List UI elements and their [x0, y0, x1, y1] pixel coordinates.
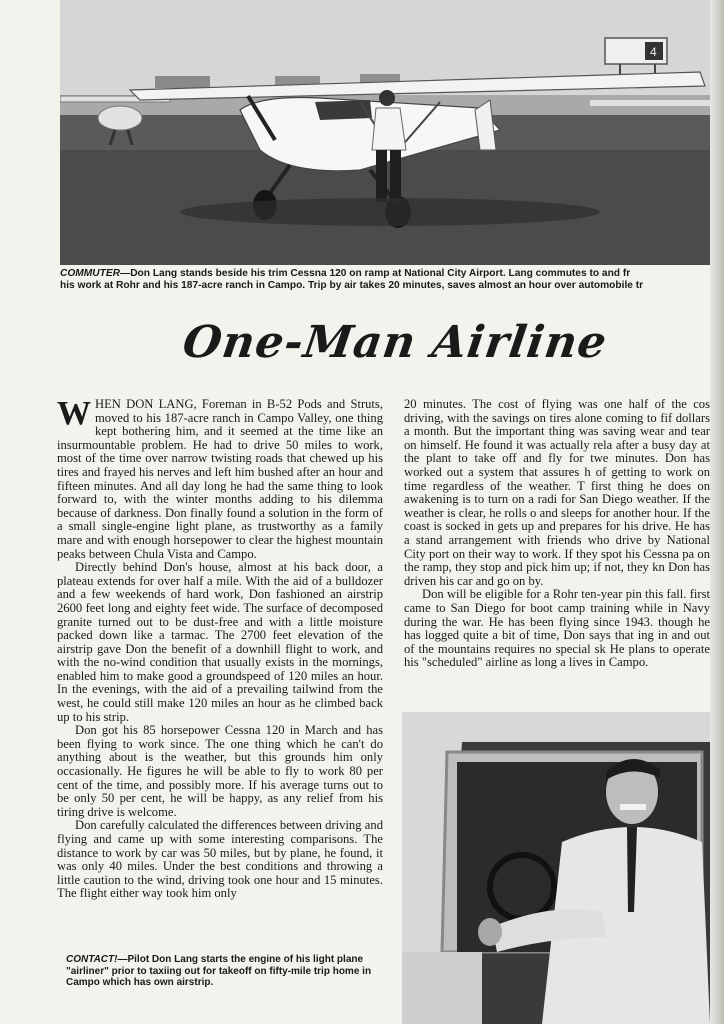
top-photo-caption: [60, 268, 708, 292]
caption-line-2: his work at Rohr and his 187-acre ranch in Campo. Trip by air takes 20 minutes, saves almost an hour over automobile tr: [60, 280, 644, 291]
photo-cessna-illustration: [60, 0, 710, 265]
caption-lead: CONTACT!: [66, 954, 118, 965]
drop-cap: W: [57, 395, 91, 432]
article-paragraph: Don carefully calculated the differences between driving and flying and came up with some interesting comparisons. The distance to work by car was 50 miles, but by plane, he found, it was only 40 miles. Under the best conditions and throwing a little caution to the wind, driving took one hour and 15 minutes. The flight either way took him only: [57, 818, 383, 901]
article-paragraph: Don will be eligible for a Rohr ten-year pin this fall. first came to San Diego for boot camp training while in Navy during the war. He has been flying since 1943. though he has logged quite a bit of time, Don says that ing in and out of the mountains requires no special sk He plans to operate his "scheduled" airline as long a lives in Campo.: [404, 587, 710, 670]
article-paragraph: Directly behind Don's house, almost at his back door, a plateau extends for over half a mile. With the aid of a bulldozer and a few weekends of hard work, Don fashioned an airstrip 2600 feet long and eighty feet wide. The surface of decomposed granite turned out to be dust-free and with a little moisture packed down like a tarmac. The 2700 feet elevation of the airstrip gave Don the benefit of a downhill flight to work, and with the no-wind condition that usually exists in the mornings, enabled him to make good a groundspeed of 120 miles an hour. In the evenings, with the aid of a prevailing tailwind from the west, he could still make 120 miles an hour as he climbed back up to his strip.: [57, 560, 383, 724]
billboard-text: 4: [650, 45, 657, 59]
caption-text: —Pilot Don Lang starts the engine of his light plane "airliner" prior to taxiing out for takeoff on fifty-mile trip home in Campo which has own airstrip.: [66, 954, 372, 988]
article-title: One-Man Airline: [179, 317, 611, 368]
photo-pilot-in-cockpit: [402, 712, 710, 1024]
article-column-left: [57, 395, 383, 901]
caption-text: —Don Lang stands beside his trim Cessna 120 on ramp at National City Airport. Lang commutes to and fr: [120, 268, 631, 279]
photo-cessna-on-ramp: [60, 0, 710, 265]
article-paragraph: 20 minutes. The cost of flying was one half of the cos driving, with the savings on tires alone coming to fif dollars a month. But the important thing was saving wear and tear on himself. He found it was actually rela after a busy day at the plant to take off and fly for twe minutes. Don has worked out a system that assures h of getting to work on time regardless of the weather. T first thing he does on awakening is to turn on a radi for San Diego weather. If the weather is clear, he rolls o and sleeps for another hour. If the coast is socked in gets up and prepares for his drive. He has a stand arrangement with friends who drive by National City port on their way to work. If they spot his Cessna pa on the ramp, they stop and pick him up; if not, they kn Don has driven his car and go on by.: [404, 398, 710, 588]
article-paragraph: Don got his 85 horsepower Cessna 120 in March and has been flying to work since. The one thing which he can't do anything about is the weather, but this grounds him only occasionally. He figures he will be able to fly to work 80 per cent of the time, and possibly more. If his average turns out to be only 50 per cent, he will be happy, as any relief from his tiring drive is welcome.: [57, 723, 383, 819]
photo-cockpit-illustration: [402, 712, 710, 1024]
article-paragraph: WHEN DON LANG, Foreman in B-52 Pods and Struts, moved to his 187-acre ranch in Campo Valley, one thing kept bothering him, and it seemed at the time like an insurmountable problem. He had to drive 50 miles to work, most of the time over narrow twisting roads that chewed up his tires and frayed his nerves and left him bushed after an hour and fifteen minutes. And all day long he had the same thing to look forward to, with the winter months adding to his dilemma because of darkness. Don finally found a solution in the form of a small single-engine light plane, as trustworthy as a family mare and with enough horsepower to clear the highest mountain peaks between Chula Vista and Campo.: [57, 395, 383, 561]
bottom-photo-caption: [66, 954, 391, 989]
caption-lead: COMMUTER: [60, 268, 120, 279]
article-column-right: [404, 398, 710, 670]
page-edge-shadow: [710, 0, 724, 1024]
